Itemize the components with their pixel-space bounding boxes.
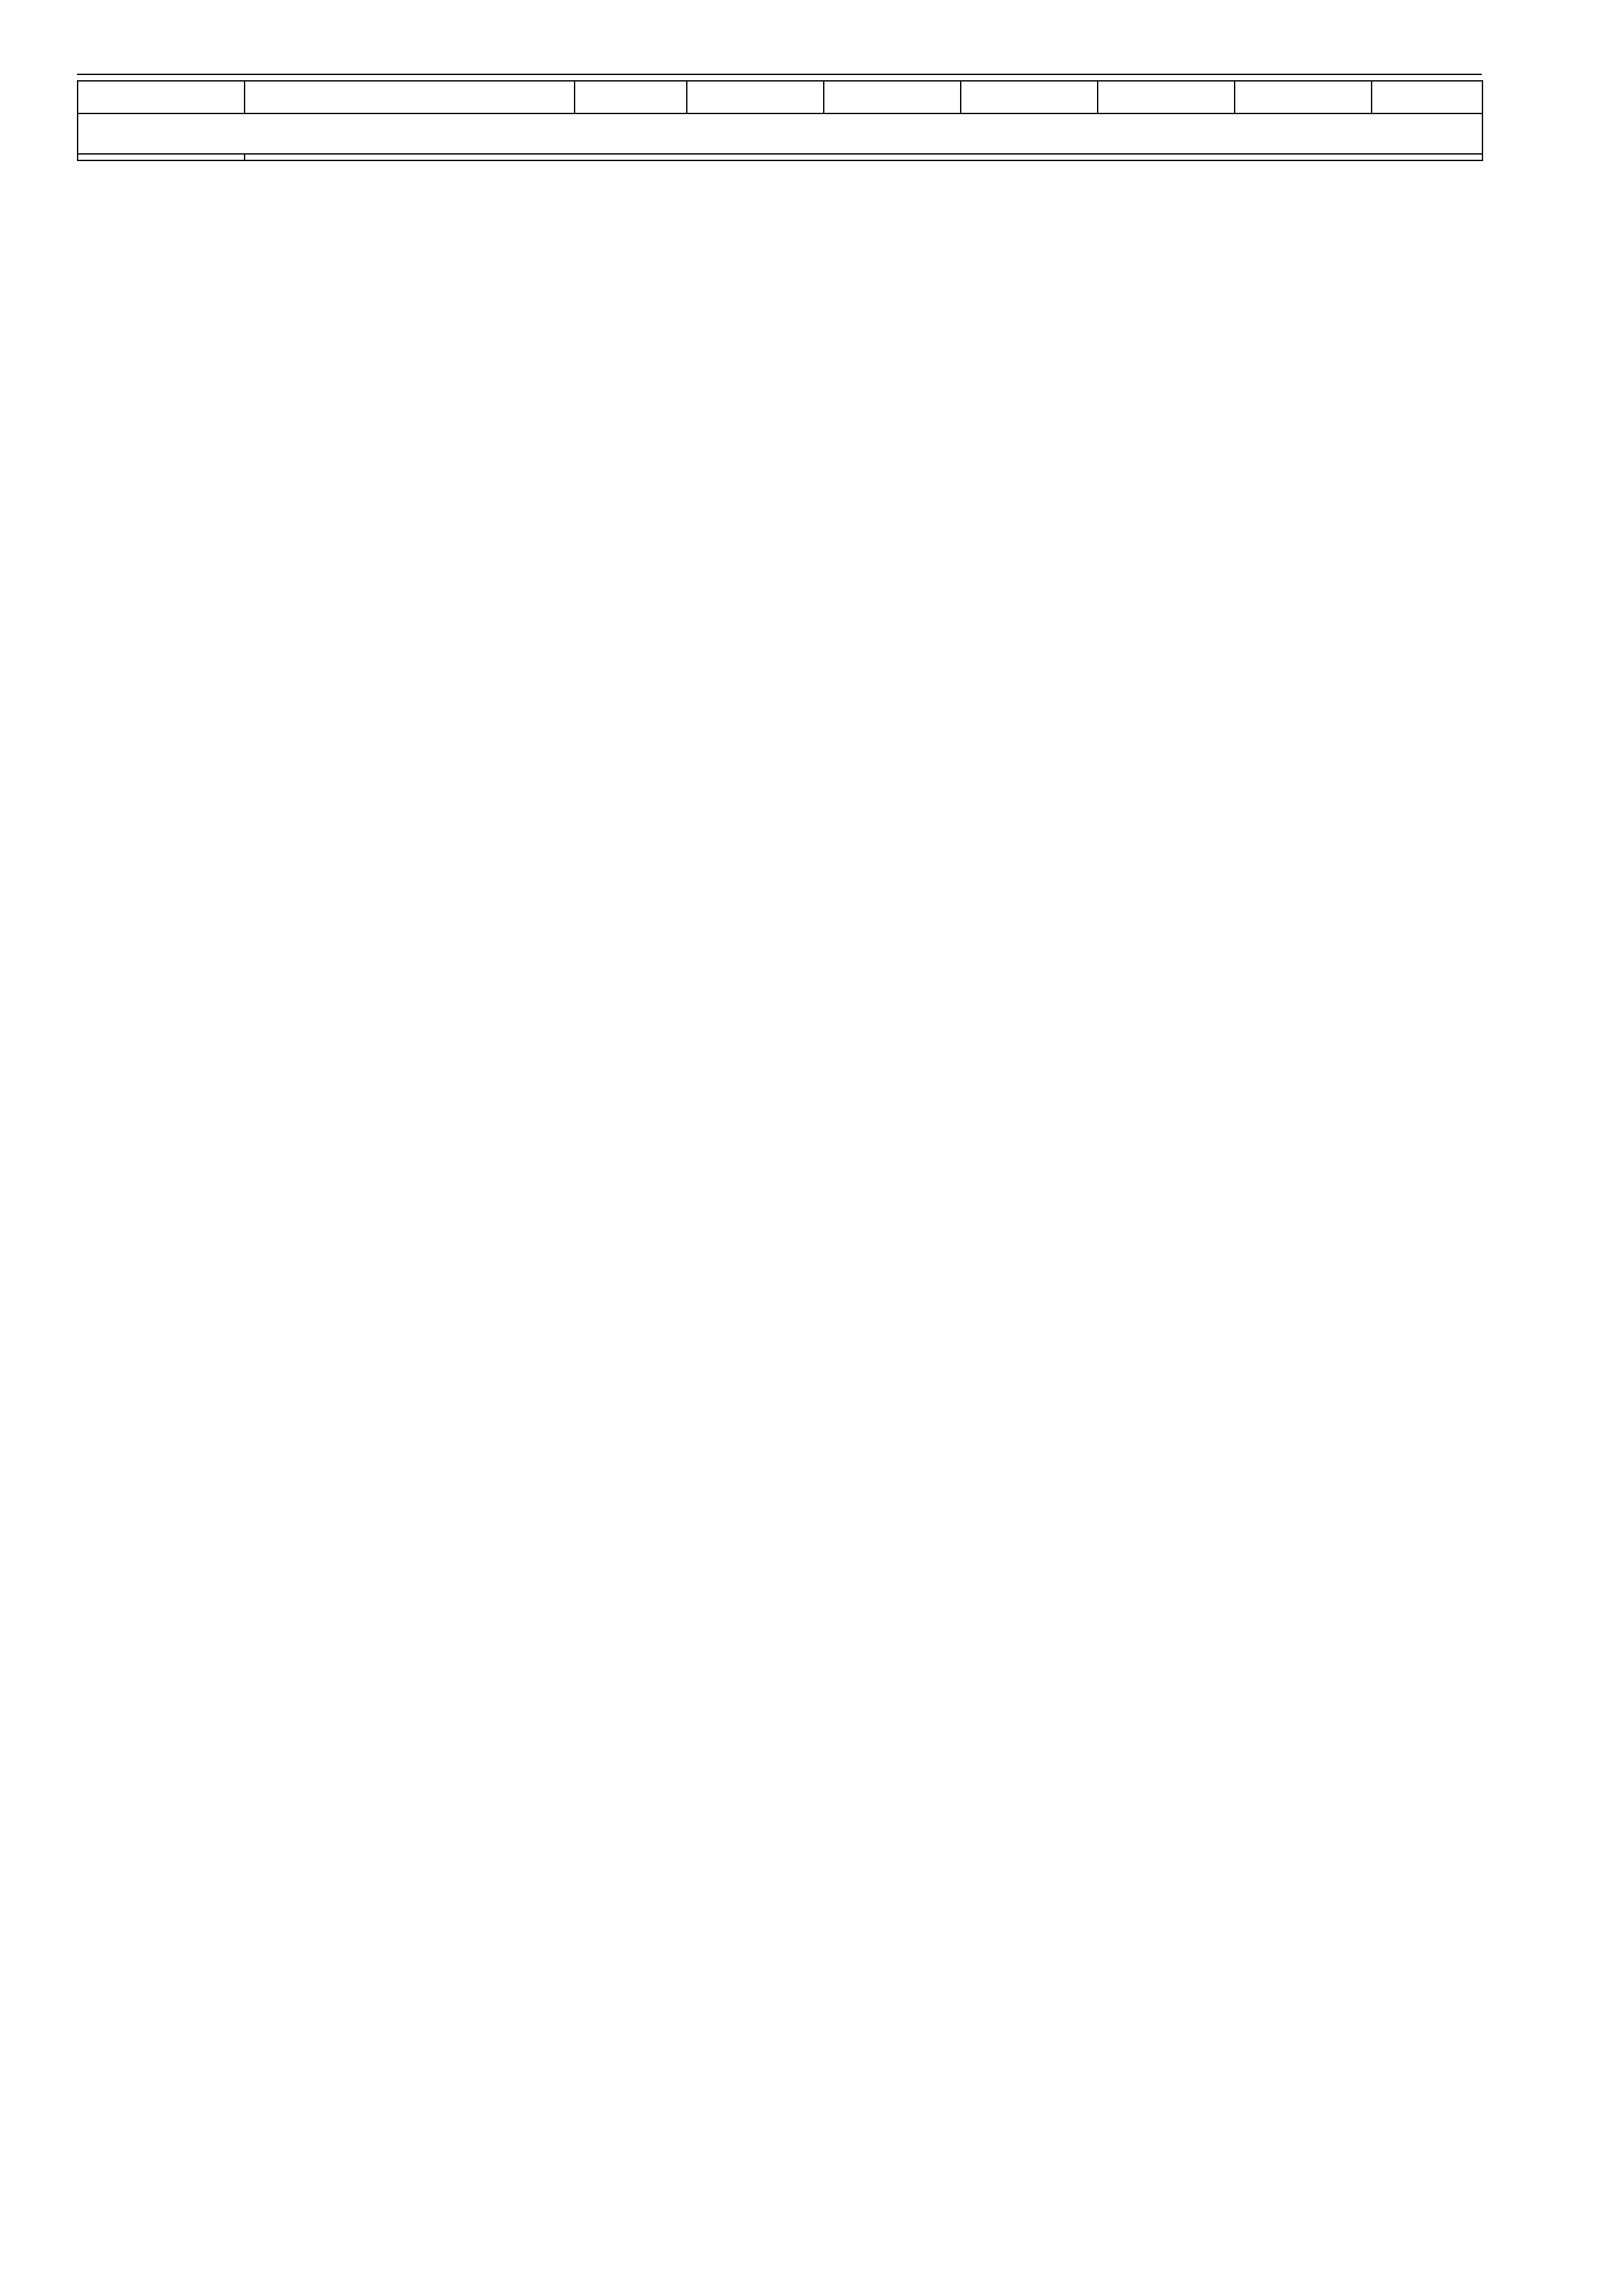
table-body-top	[78, 81, 1482, 113]
column-number	[687, 81, 824, 113]
column-number-row	[78, 81, 1482, 113]
column-number	[1098, 81, 1235, 113]
column-number	[1235, 81, 1372, 113]
column-number	[961, 81, 1098, 113]
subtitle-empty-cell	[78, 154, 245, 160]
measure-line	[256, 121, 1473, 149]
column-number	[1372, 81, 1482, 113]
section-title-row	[78, 113, 1482, 154]
section-block	[78, 113, 1482, 160]
column-number	[78, 81, 245, 113]
header-rule	[77, 74, 1482, 75]
section-title-cell	[78, 113, 1482, 154]
section-subtitle	[245, 154, 1482, 160]
column-number	[575, 81, 687, 113]
section-subtitle-row	[78, 154, 1482, 160]
column-number	[245, 81, 575, 113]
column-number	[824, 81, 961, 113]
rates-table	[77, 80, 1483, 161]
